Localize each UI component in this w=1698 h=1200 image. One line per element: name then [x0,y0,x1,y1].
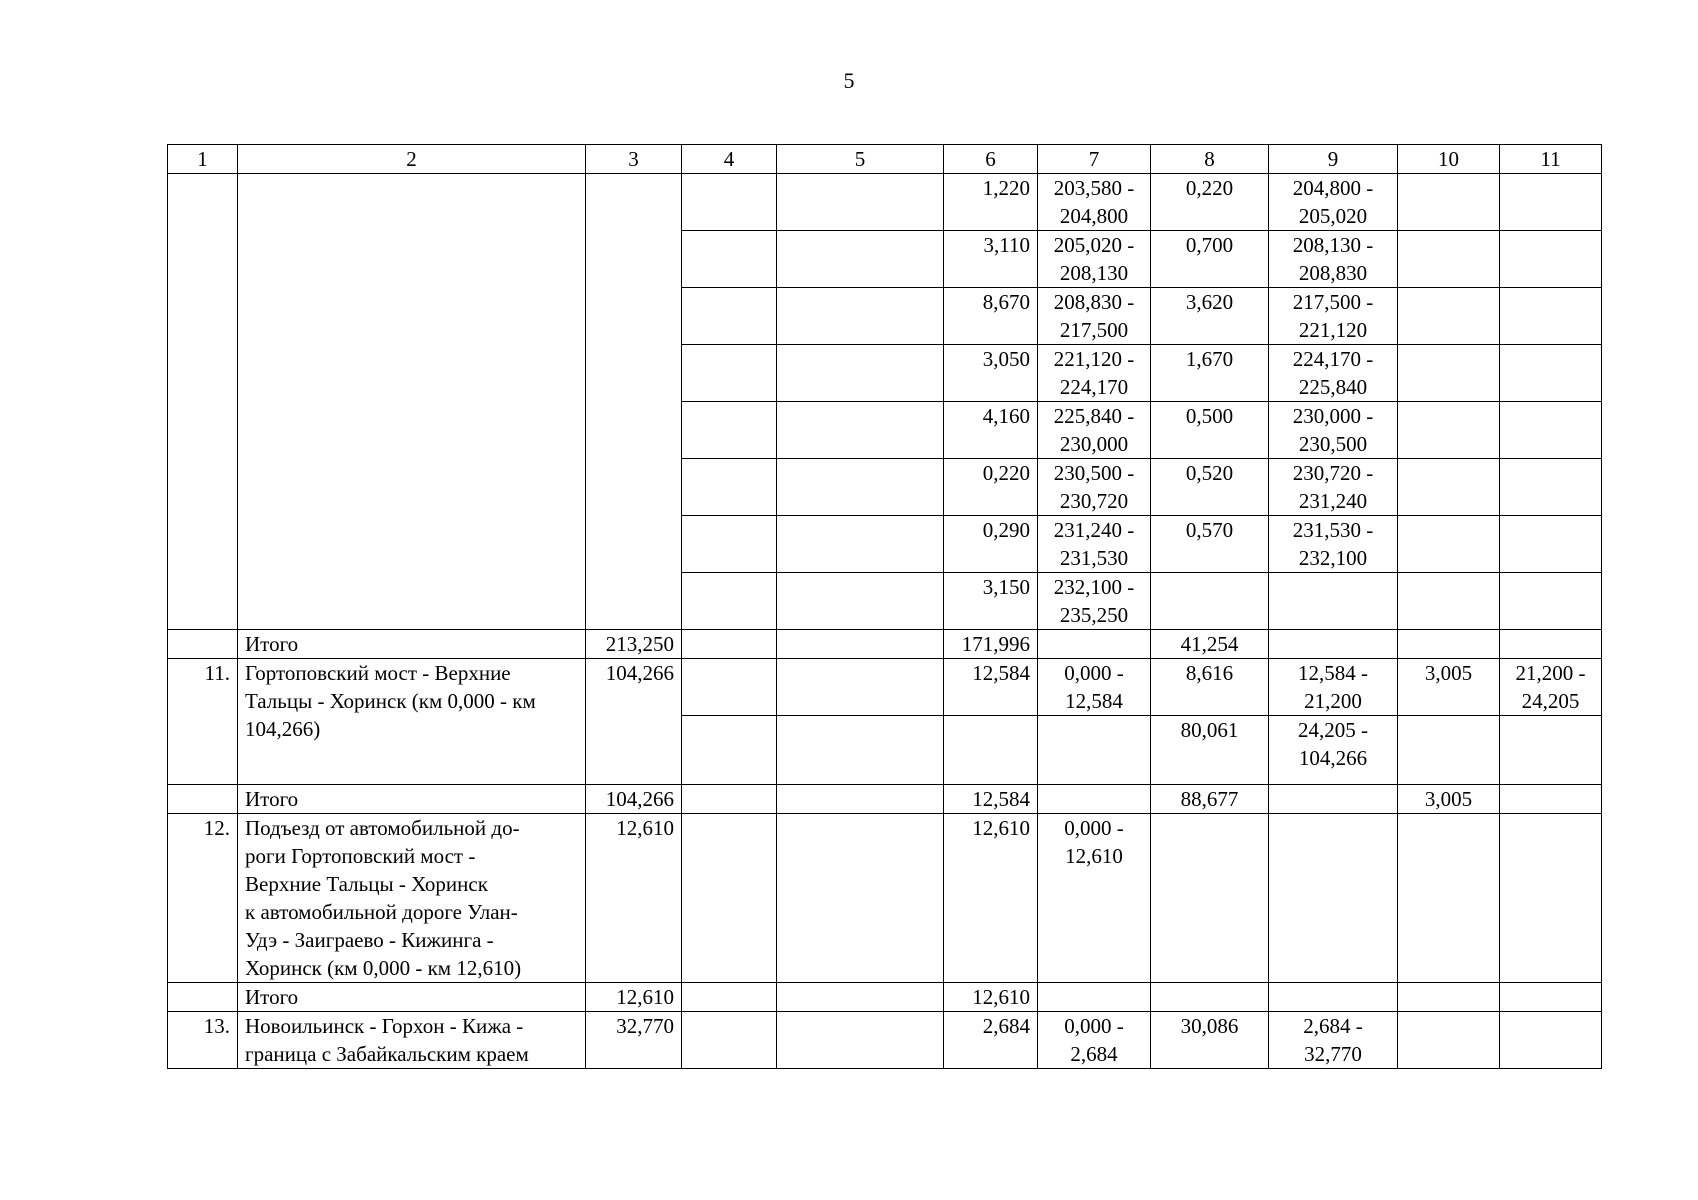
table-cell: 0,220 [1151,174,1269,231]
table-cell [1038,716,1151,785]
total-row [168,983,1602,1012]
table-cell: 3,150 [944,573,1038,630]
table-cell: 0,000 - 12,584 [1038,659,1151,716]
table-cell [682,231,777,288]
header-cell: 2 [238,145,586,174]
table-cell [682,630,777,659]
total-label: Итого [238,785,586,814]
table-cell: 0,290 [944,516,1038,573]
table-cell: 4,160 [944,402,1038,459]
table-cell [586,174,682,630]
table-cell: 0,700 [1151,231,1269,288]
table-cell: 0,520 [1151,459,1269,516]
road-name: Новоильинск - Горхон - Кижа - граница с Забайкальским краем [238,1012,586,1069]
table-cell [1500,345,1602,402]
header-row [168,145,1602,174]
table-cell [1038,983,1151,1012]
table-cell [777,174,944,231]
table-cell: 232,100 - 235,250 [1038,573,1151,630]
table-cell: 205,020 - 208,130 [1038,231,1151,288]
table-cell: 24,205 - 104,266 [1269,716,1398,785]
table-cell [777,402,944,459]
table-cell [1500,630,1602,659]
table-cell: 208,830 - 217,500 [1038,288,1151,345]
table-cell [1398,630,1500,659]
table-cell [682,573,777,630]
table-cell [1398,814,1500,983]
table-cell: 12,584 [944,659,1038,716]
table-cell [682,459,777,516]
table-cell [1500,1012,1602,1069]
table-cell [1500,174,1602,231]
table-cell: 204,800 - 205,020 [1269,174,1398,231]
table-cell: 1,670 [1151,345,1269,402]
table-cell [682,659,777,716]
header-cell: 6 [944,145,1038,174]
table-cell [777,459,944,516]
table-cell [944,716,1038,785]
table-cell: 231,530 - 232,100 [1269,516,1398,573]
table-cell [1398,716,1500,785]
table-cell: 208,130 - 208,830 [1269,231,1398,288]
table-cell: 217,500 - 221,120 [1269,288,1398,345]
table-cell [1500,231,1602,288]
table-cell: 3,005 [1398,659,1500,716]
table-cell [682,516,777,573]
table-cell [1269,785,1398,814]
header-cell: 3 [586,145,682,174]
table-cell [1398,573,1500,630]
table-row [168,814,1602,983]
table-cell [1398,174,1500,231]
table-cell: 30,086 [1151,1012,1269,1069]
table-cell [1500,716,1602,785]
table-cell: 231,240 - 231,530 [1038,516,1151,573]
table-cell [168,785,238,814]
table-cell [777,716,944,785]
table-cell [1269,983,1398,1012]
table-cell [1500,459,1602,516]
table-cell: 8,670 [944,288,1038,345]
table-cell: 3,050 [944,345,1038,402]
table-cell [168,174,238,630]
table-cell [682,814,777,983]
table-cell [777,573,944,630]
table-cell [777,345,944,402]
table-cell: 104,266 [586,659,682,785]
table-cell: 171,996 [944,630,1038,659]
table-cell [777,231,944,288]
header-cell: 7 [1038,145,1151,174]
table-cell: 2,684 [944,1012,1038,1069]
table-cell [1398,402,1500,459]
table-cell [168,983,238,1012]
table-cell: 203,580 - 204,800 [1038,174,1151,231]
table-cell: 3,005 [1398,785,1500,814]
table-cell [1038,630,1151,659]
table-cell: 0,500 [1151,402,1269,459]
table-cell: 12,584 - 21,200 [1269,659,1398,716]
table-cell: 80,061 [1151,716,1269,785]
header-cell: 1 [168,145,238,174]
table-cell [682,345,777,402]
table-cell [1398,516,1500,573]
table-cell [1269,573,1398,630]
road-name: Подъезд от автомобильной до- роги Гортоповский мост - Верхние Тальцы - Хоринск к автомобильной дороге Улан- Удэ - Заиграево - Кижинга - Хоринск (км 0,000 - км 12,610) [238,814,586,983]
table-cell: 230,500 - 230,720 [1038,459,1151,516]
table-cell: 104,266 [586,785,682,814]
road-name: Гортоповский мост - Верхние Тальцы - Хоринск (км 0,000 - км 104,266) [238,659,586,785]
table-cell [682,402,777,459]
table-cell: 230,720 - 231,240 [1269,459,1398,516]
table-cell [777,659,944,716]
table-row [168,1012,1602,1069]
header-cell: 11 [1500,145,1602,174]
table-cell [777,983,944,1012]
table-cell: 2,684 - 32,770 [1269,1012,1398,1069]
table-cell: 0,000 - 2,684 [1038,1012,1151,1069]
table-cell [1398,231,1500,288]
continued-rows [168,174,1602,630]
table-cell [682,983,777,1012]
table-cell: 88,677 [1151,785,1269,814]
table-cell [777,1012,944,1069]
page-number: 5 [843,68,855,93]
table-cell [1398,345,1500,402]
table-cell [1151,983,1269,1012]
total-row [168,630,1602,659]
table-row [168,174,1602,231]
table-cell: 21,200 - 24,205 [1500,659,1602,716]
table-cell: 221,120 - 224,170 [1038,345,1151,402]
table-cell [1398,1012,1500,1069]
table-cell [1500,785,1602,814]
table-cell: 230,000 - 230,500 [1269,402,1398,459]
table-cell [777,630,944,659]
table-cell [1151,573,1269,630]
table-cell: 0,000 - 12,610 [1038,814,1151,983]
table-cell [1398,459,1500,516]
table-cell [1500,402,1602,459]
table-cell [777,516,944,573]
header-cell: 8 [1151,145,1269,174]
table-cell: 1,220 [944,174,1038,231]
table-cell: 12,610 [944,814,1038,983]
total-label: Итого [238,630,586,659]
table-cell: 8,616 [1151,659,1269,716]
table-cell [777,814,944,983]
table-cell [682,288,777,345]
table-cell [1500,983,1602,1012]
table-cell [682,174,777,231]
table-cell [1151,814,1269,983]
table-row [168,659,1602,716]
row-number: 11. [168,659,238,785]
roads-table [167,144,1602,1069]
total-label: Итого [238,983,586,1012]
header-cell: 10 [1398,145,1500,174]
header-cell: 9 [1269,145,1398,174]
table-cell [1269,814,1398,983]
table-cell: 12,610 [586,814,682,983]
row-number: 13. [168,1012,238,1069]
table-cell [682,1012,777,1069]
table-cell: 12,584 [944,785,1038,814]
table-cell: 12,610 [944,983,1038,1012]
table-cell [1500,516,1602,573]
table-cell: 225,840 - 230,000 [1038,402,1151,459]
table-cell [1500,288,1602,345]
table-cell [1500,573,1602,630]
table-cell: 213,250 [586,630,682,659]
table-cell [777,785,944,814]
header-cell: 5 [777,145,944,174]
table-cell [682,716,777,785]
table-cell [1500,814,1602,983]
row-number: 12. [168,814,238,983]
table-cell [238,174,586,630]
table-cell [1038,785,1151,814]
table-cell [682,785,777,814]
table-cell: 32,770 [586,1012,682,1069]
table-cell: 224,170 - 225,840 [1269,345,1398,402]
table-cell: 12,610 [586,983,682,1012]
table-cell: 3,620 [1151,288,1269,345]
total-row [168,785,1602,814]
table-cell: 0,220 [944,459,1038,516]
table-cell: 41,254 [1151,630,1269,659]
table-cell [1398,288,1500,345]
table-cell [1398,983,1500,1012]
table-cell: 3,110 [944,231,1038,288]
header-cell: 4 [682,145,777,174]
table-cell: 0,570 [1151,516,1269,573]
table-cell [168,630,238,659]
table-cell [777,288,944,345]
table-cell [1269,630,1398,659]
